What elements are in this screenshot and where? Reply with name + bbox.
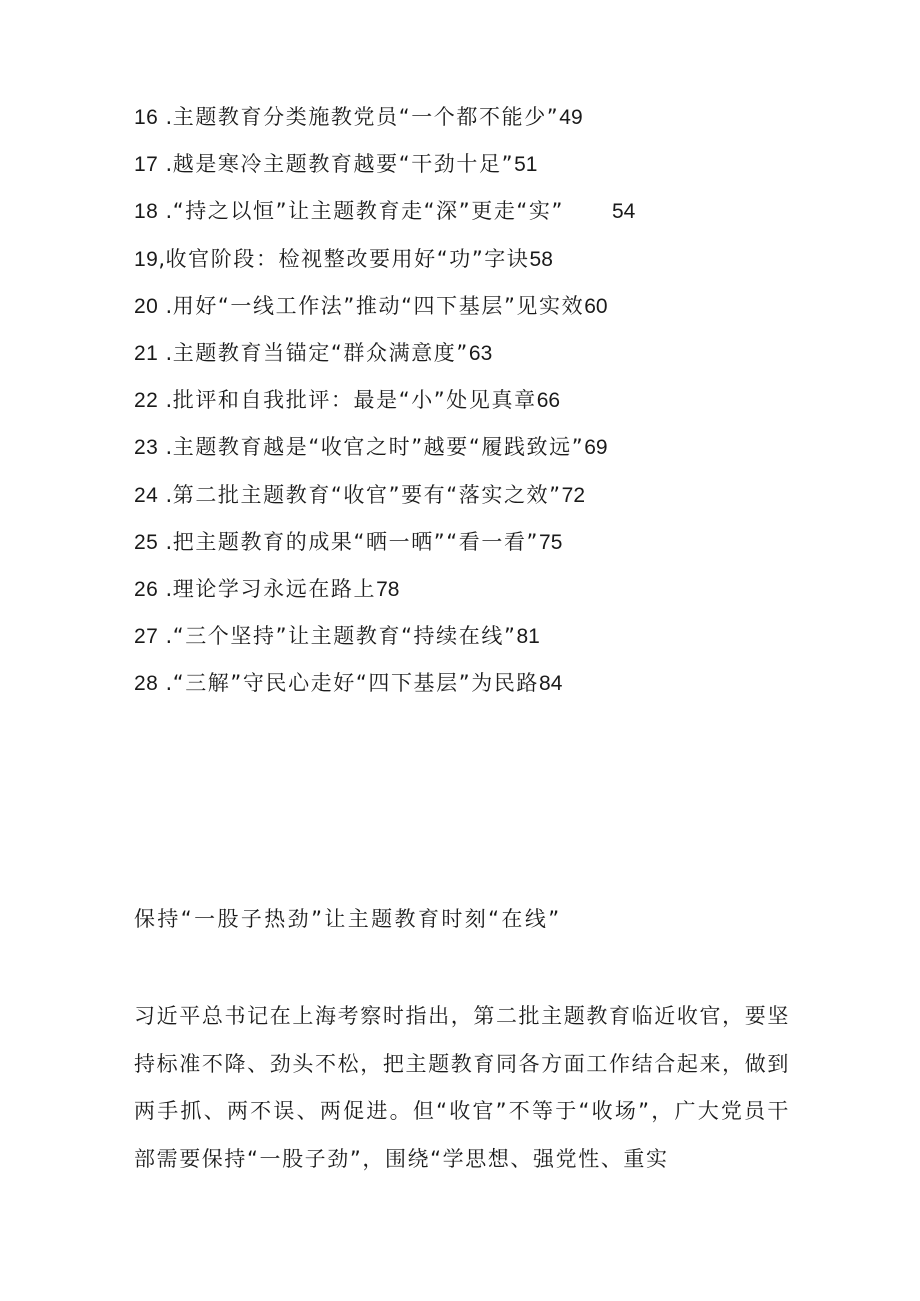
toc-item-separator: . (158, 624, 173, 649)
toc-item-number: 22 (134, 389, 159, 413)
toc-item-title: “持之以恒”让主题教育走“深”更走“实” (172, 199, 564, 224)
toc-item[interactable] (134, 239, 794, 286)
toc-item-page: 72 (561, 483, 585, 507)
toc-item-page: 63 (468, 341, 493, 365)
toc-item-number: 26 (134, 577, 159, 601)
toc-item-title: 用好“一线工作法”推动“四下基层”见实效 (172, 293, 585, 318)
toc-item-page: 75 (539, 530, 563, 554)
toc-item[interactable] (134, 569, 794, 616)
toc-item-page: 81 (516, 625, 540, 649)
toc-item-separator: . (158, 482, 173, 507)
toc-item[interactable] (134, 144, 794, 191)
toc-item-page: 51 (514, 153, 538, 177)
toc-item-separator: . (158, 152, 173, 177)
toc-item-title: 第二批主题教育“收官”要有“落实之效” (172, 482, 562, 507)
toc-item-page: 78 (376, 577, 400, 601)
toc-item-title: 收官阶段：检视整改要用好“功”字诀 (165, 246, 530, 271)
toc-item[interactable] (134, 663, 794, 710)
toc-item[interactable] (134, 522, 794, 569)
toc-item-page: 49 (559, 106, 583, 129)
toc-item-page: 54 (612, 200, 636, 224)
toc-item-separator: . (158, 199, 173, 224)
toc-item-title: 主题教育当锚定“群众满意度” (172, 340, 469, 365)
toc-item-page: 60 (584, 294, 608, 318)
toc-item[interactable] (134, 475, 794, 522)
toc-item-number: 18 (134, 200, 159, 224)
toc-item-separator: . (158, 671, 173, 696)
toc-item[interactable] (134, 616, 794, 663)
toc-item-title: “三解”守民心走好“四下基层”为民路 (172, 671, 540, 696)
toc-item[interactable] (134, 380, 794, 427)
toc-item-page: 84 (539, 672, 563, 696)
toc-item[interactable] (134, 286, 794, 333)
toc-item-number: 17 (134, 153, 159, 177)
toc-item-title: 主题教育分类施教党员“一个都不能少” (172, 105, 560, 129)
toc-item-title: 主题教育越是“收官之时”越要“履践致远” (172, 435, 585, 460)
toc-item-number: 23 (134, 436, 159, 460)
toc-item-number: 24 (134, 483, 159, 507)
article-body: 习近平总书记在上海考察时指出，第二批主题教育临近收官，要坚持标准不降、劲头不松，把主题教育同各方面工作结合起来，做到两手抓、两不误、两促进。但“收官”不等于“收场”，广大党员干部需要保持“一股子劲”，围绕“学思想、强党性、重实 (134, 1004, 790, 1171)
toc-item-separator: . (158, 529, 173, 554)
toc-item-page: 69 (584, 436, 608, 460)
toc-item-title: 理论学习永远在路上 (172, 576, 377, 601)
toc-item-number: 28 (134, 672, 159, 696)
article-title: 保持“一股子热劲”让主题教育时刻“在线” (134, 907, 562, 931)
toc-item-number: 25 (134, 530, 159, 554)
toc-item-separator: , (158, 246, 166, 271)
toc-item-separator: . (158, 435, 173, 460)
toc-item-title: 批评和自我批评：最是“小”处见真章 (172, 388, 537, 413)
toc-item-number: 21 (134, 341, 159, 365)
toc-item[interactable] (134, 191, 794, 238)
toc-item-number: 16 (134, 106, 159, 129)
toc-item-separator: . (158, 576, 173, 601)
toc-item-page: 58 (529, 247, 553, 271)
toc-item-separator: . (158, 105, 173, 129)
toc-item[interactable] (134, 333, 794, 380)
toc-item-title: “三个坚持”让主题教育“持续在线” (172, 624, 517, 649)
toc-item-separator: . (158, 388, 173, 413)
toc-item[interactable] (134, 97, 794, 144)
toc-item-title: 把主题教育的成果“晒一晒”“看一看” (172, 529, 540, 554)
toc-item-separator: . (158, 340, 173, 365)
toc-item-title: 越是寒冷主题教育越要“干劲十足” (172, 152, 515, 177)
toc-item-number: 20 (134, 294, 159, 318)
toc-item-separator: . (158, 293, 173, 318)
table-of-contents (134, 97, 794, 710)
toc-item-number: 19 (134, 247, 159, 271)
toc-item[interactable] (134, 427, 794, 474)
toc-item-page: 66 (536, 389, 561, 413)
toc-item-number: 27 (134, 625, 159, 649)
